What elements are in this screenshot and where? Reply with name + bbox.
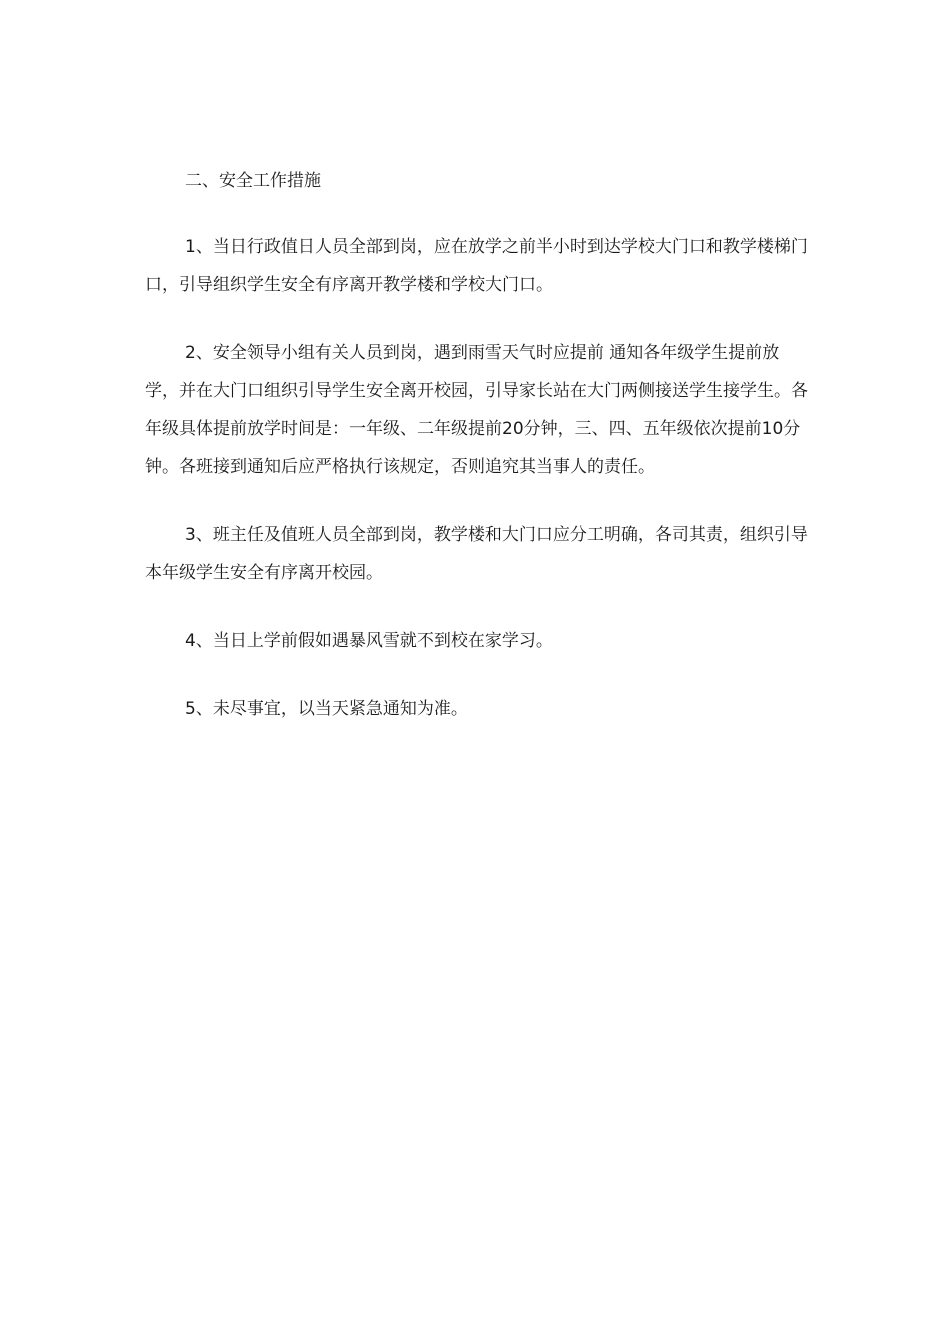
paragraph-item-2: 2、安全领导小组有关人员到岗，遇到雨雪天气时应提前 通知各年级学生提前放学，并在大门口组织引导学生安全离开校园，引导家长站在大门两侧接送学生接学生。各年级具体提前放学时间是：一年级、二年级提前20分钟，三、四、五年级依次提前10分钟。各班接到通知后应严格执行该规定，否则追究其当事人的责任。 bbox=[145, 343, 808, 477]
document-body bbox=[145, 164, 809, 758]
paragraph-item-3: 3、班主任及值班人员全部到岗，教学楼和大门口应分工明确，各司其责，组织引导本年级学生安全有序离开校园。 bbox=[145, 525, 808, 583]
section-heading: 二、安全工作措施 bbox=[185, 171, 321, 191]
paragraph-item-1: 1、当日行政值日人员全部到岗，应在放学之前半小时到达学校大门口和教学楼梯门口，引导组织学生安全有序离开教学楼和学校大门口。 bbox=[145, 237, 808, 295]
paragraph-item-4: 4、当日上学前假如遇暴风雪就不到校在家学习。 bbox=[185, 631, 553, 651]
paragraph-item-5: 5、未尽事宜，以当天紧急通知为准。 bbox=[185, 699, 468, 719]
